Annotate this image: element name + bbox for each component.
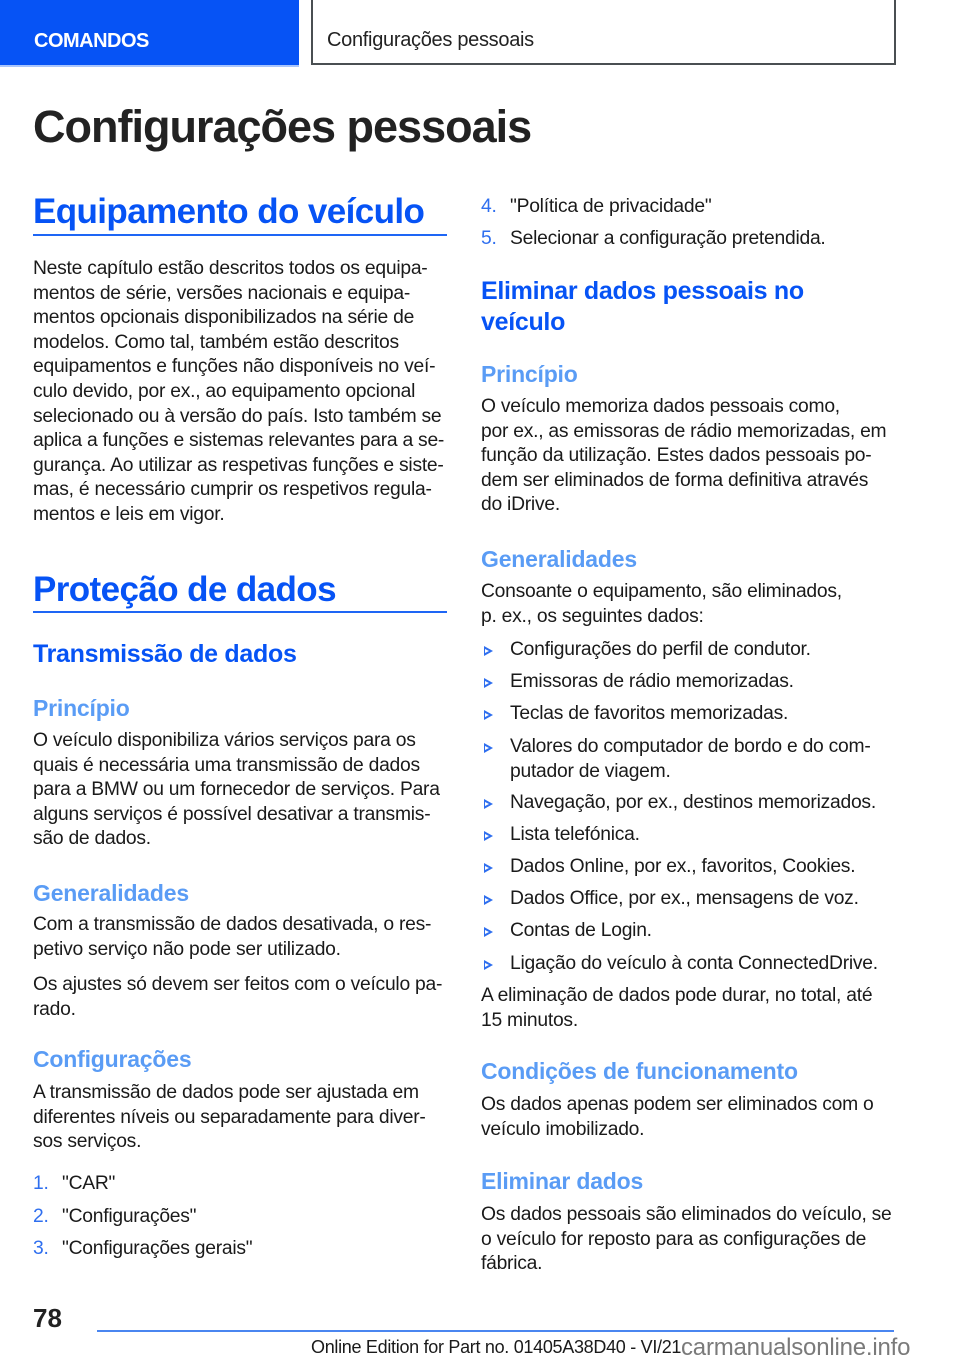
triangle-bullet-icon: [484, 646, 493, 656]
edition-text: Online Edition for Part no. 01405A38D40 - VI/21: [311, 1337, 682, 1357]
text-line: O veículo disponibiliza vários serviços para os: [33, 730, 416, 751]
text-line: sos serviços.: [33, 1131, 142, 1153]
step-text: "CAR": [62, 1173, 116, 1194]
step-text: "Política de privacidade": [510, 196, 712, 217]
bullet-text: Teclas de favoritos memorizadas.: [510, 703, 789, 724]
text-line: mentos de série, versões nacionais e equipa-: [33, 282, 410, 304]
chapter-label: Configurações pessoais: [327, 29, 534, 51]
text-line: dem ser eliminados de forma definitiva através: [481, 469, 869, 491]
bullet-text: Emissoras de rádio memorizadas.: [510, 671, 794, 692]
bullet-item: [481, 735, 899, 784]
text-line: p. ex., os seguintes dados:: [481, 605, 704, 627]
text-line: fábrica.: [481, 1253, 543, 1275]
text-line: selecionado ou à versão do país. Isto também se: [33, 405, 442, 427]
text-line: rado.: [33, 998, 76, 1020]
triangle-bullet-icon: [484, 799, 493, 809]
heading-settings: Configurações: [33, 1046, 192, 1072]
step-item: [33, 1172, 451, 1197]
text-line: gurança. Ao utilizar as respetivas funções e siste-: [33, 454, 444, 476]
text-line: mentos opcionais disponibilizados na série de: [33, 307, 415, 329]
step-text: "Configurações": [62, 1206, 197, 1227]
page-title: Configurações pessoais: [33, 101, 532, 152]
step-item: [481, 227, 899, 252]
bullet-text: Navegação, por ex., destinos memorizados.: [510, 792, 876, 813]
text-line: aplica a funções e sistemas relevantes para a se-: [33, 430, 445, 452]
step-text: "Configurações gerais": [62, 1238, 253, 1259]
text-line: são de dados.: [33, 828, 151, 850]
step-item: [33, 1205, 451, 1230]
bullet-item: [481, 791, 899, 816]
bullet-text: putador de viagem.: [510, 760, 671, 782]
bullet-text: Contas de Login.: [510, 920, 652, 941]
triangle-bullet-icon: [484, 927, 493, 937]
step-item: [33, 1237, 451, 1262]
bullet-item: [481, 855, 899, 880]
step-text: Selecionar a configuração pretendida.: [510, 228, 826, 249]
heading-line: veículo: [481, 308, 566, 336]
step-number: 4.: [481, 196, 497, 217]
text-line: O veículo memoriza dados pessoais como,: [481, 396, 840, 417]
bullet-item: [481, 670, 899, 695]
text-line: Os dados pessoais são eliminados do veículo, se: [481, 1204, 892, 1225]
section-label: COMANDOS: [34, 30, 149, 52]
bullet-item: [481, 919, 899, 944]
triangle-bullet-icon: [484, 710, 493, 720]
bullet-text: Dados Office, por ex., mensagens de voz.: [510, 888, 859, 909]
text-line: diferentes níveis ou separadamente para diver-: [33, 1106, 426, 1128]
chapter-tab: [311, 0, 896, 65]
general-paragraph: [481, 580, 899, 629]
text-line: para a BMW ou um fornecedor de serviços. Para: [33, 779, 440, 801]
bullet-item: [481, 638, 899, 663]
text-line: Consoante o equipamento, são eliminados,: [481, 581, 842, 602]
heading-data-transmission: Transmissão de dados: [33, 640, 297, 668]
step-number: 5.: [481, 228, 497, 249]
text-line: quais é necessária uma transmissão de dados: [33, 754, 420, 776]
text-line: do iDrive.: [481, 494, 560, 516]
triangle-bullet-icon: [484, 895, 493, 905]
bullet-text: Valores do computador de bordo e do com-: [510, 736, 871, 757]
page-number: 78: [33, 1303, 62, 1333]
bullet-text: Lista telefónica.: [510, 824, 640, 845]
bullet-text: Ligação do veículo à conta ConnectedDrive.: [510, 953, 878, 974]
bullet-text: Configurações do perfil de condutor.: [510, 639, 811, 660]
footer-rule: [97, 1330, 894, 1332]
text-line: veículo imobilizado.: [481, 1118, 645, 1140]
heading-general: Generalidades: [481, 546, 637, 572]
bullet-text: Dados Online, por ex., favoritos, Cookies.: [510, 856, 856, 877]
triangle-bullet-icon: [484, 831, 493, 841]
principle-paragraph: [33, 729, 451, 852]
heading-equipment: Equipamento do veículo: [33, 192, 425, 231]
text-line: Com a transmissão de dados desativada, o res-: [33, 914, 432, 935]
conditions-paragraph: [481, 1093, 899, 1142]
text-line: por ex., as emissoras de rádio memorizadas, em: [481, 420, 887, 442]
text-line: alguns serviços é possível desativar a transmis-: [33, 803, 431, 825]
text-line: culo devido, por ex., ao equipamento opcional: [33, 380, 416, 402]
bullet-item: [481, 702, 899, 727]
heading-line: Eliminar dados pessoais no: [481, 277, 804, 305]
text-line: mentos e leis em vigor.: [33, 503, 225, 525]
heading-general: Generalidades: [33, 880, 189, 906]
heading-rule: [33, 234, 447, 236]
step-number: 3.: [33, 1238, 49, 1259]
general-paragraph-2: [33, 973, 451, 1022]
heading-data-protection: Proteção de dados: [33, 570, 336, 609]
bullet-item: [481, 952, 899, 977]
text-line: Os dados apenas podem ser eliminados com o: [481, 1094, 874, 1115]
heading-principle: Princípio: [33, 695, 130, 721]
general-paragraph-1: [33, 913, 451, 962]
text-line: A eliminação de dados pode durar, no total, até: [481, 985, 873, 1006]
delete-paragraph: [481, 1203, 899, 1277]
triangle-bullet-icon: [484, 678, 493, 688]
heading-operating-conditions: Condições de funcionamento: [481, 1058, 798, 1084]
step-number: 1.: [33, 1173, 49, 1194]
section-tab-shadow: [0, 65, 299, 67]
duration-paragraph: [481, 984, 899, 1033]
text-line: Os ajustes só devem ser feitos com o veículo pa-: [33, 974, 443, 995]
section-tab: [0, 0, 299, 65]
heading-delete-data: Eliminar dados: [481, 1168, 644, 1194]
text-line: Neste capítulo estão descritos todos os equipa-: [33, 258, 428, 279]
text-line: o veículo for reposto para as configurações de: [481, 1228, 867, 1250]
step-number: 2.: [33, 1206, 49, 1227]
text-line: modelos. Como tal, também estão descritos: [33, 331, 399, 353]
heading-principle: Princípio: [481, 361, 578, 387]
text-line: 15 minutos.: [481, 1009, 578, 1031]
principle-paragraph: [481, 395, 899, 518]
triangle-bullet-icon: [484, 960, 493, 970]
text-line: equipamentos e funções não disponíveis no veí-: [33, 356, 436, 378]
triangle-bullet-icon: [484, 743, 493, 753]
heading-delete-personal-data: [481, 276, 804, 338]
step-item: [481, 195, 899, 220]
settings-paragraph: [33, 1081, 451, 1155]
watermark: carmanualsonline.info: [681, 1334, 911, 1361]
bullet-item: [481, 887, 899, 912]
text-line: mas, é necessário cumprir os respetivos regula-: [33, 479, 432, 501]
heading-rule: [33, 611, 447, 613]
text-line: A transmissão de dados pode ser ajustada em: [33, 1082, 419, 1103]
triangle-bullet-icon: [484, 863, 493, 873]
bullet-item: [481, 823, 899, 848]
text-line: função da utilização. Estes dados pessoais po-: [481, 445, 872, 467]
text-line: petivo serviço não pode ser utilizado.: [33, 938, 341, 960]
equipment-paragraph: [33, 257, 451, 528]
